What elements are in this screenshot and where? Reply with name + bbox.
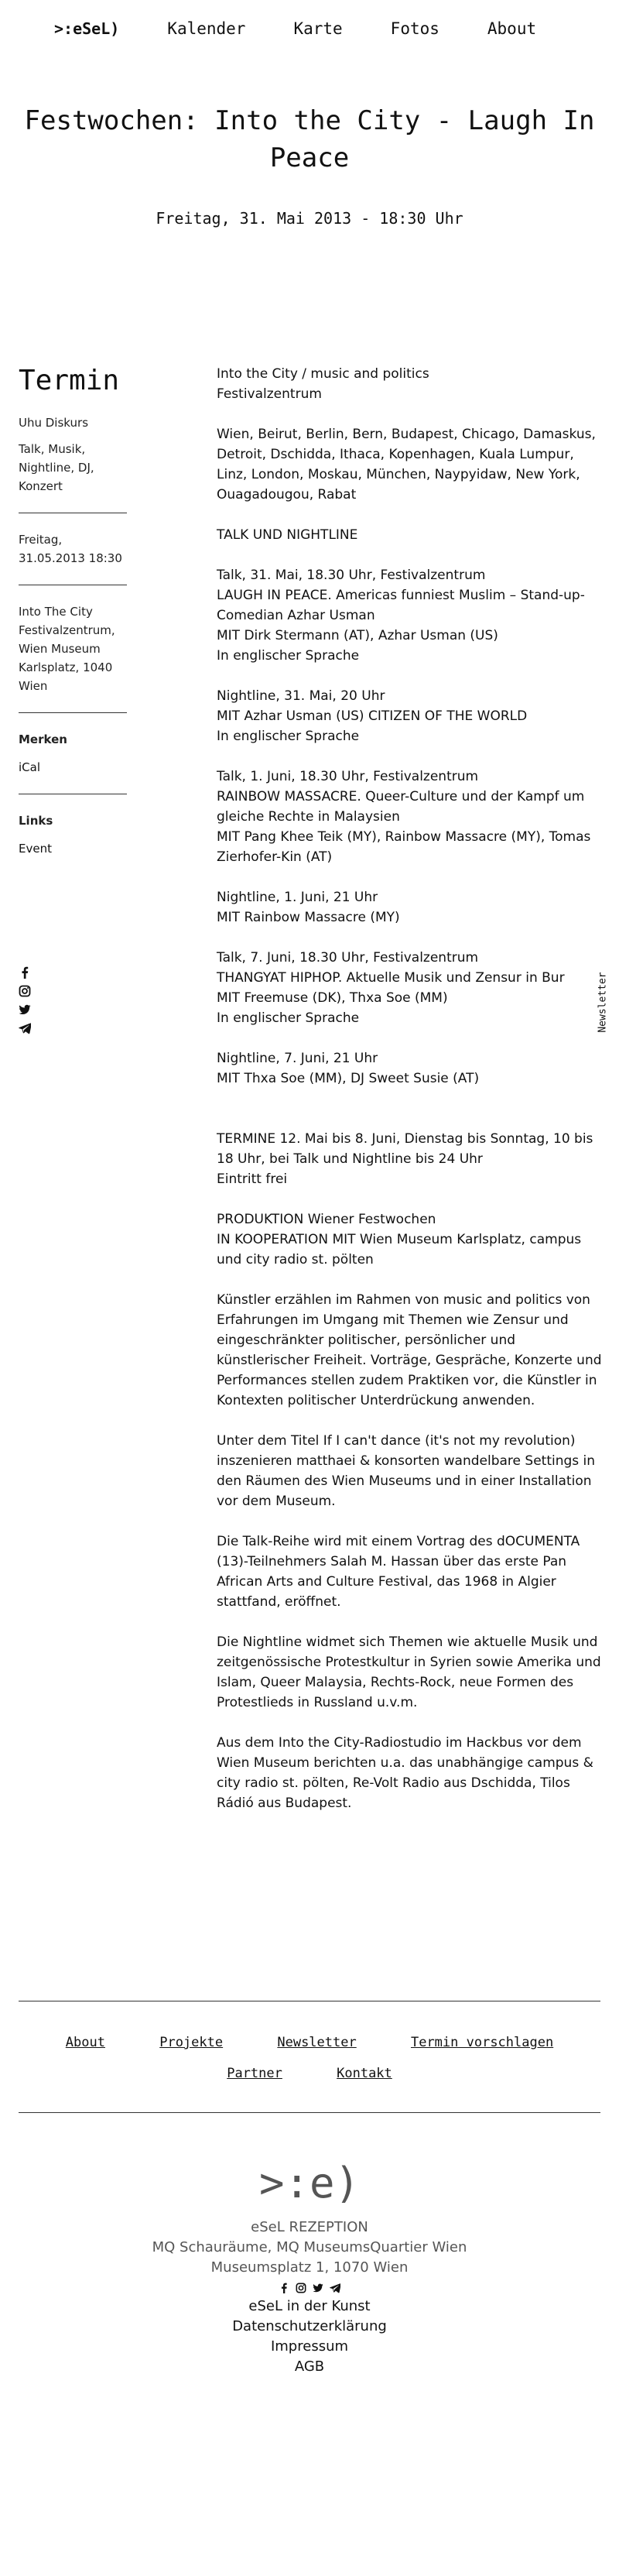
program-line: MIT Azhar Usman (US) CITIZEN OF THE WORLD — [217, 708, 528, 724]
footer-divider-bottom — [19, 2112, 600, 2113]
program-line: Talk, 7. Juni, 18.30 Uhr, Festivalzentrum — [217, 950, 479, 966]
program-line: RAINBOW MASSACRE. Queer-Culture und der Kampf um gleiche Rechte in Malaysien — [217, 789, 585, 825]
footer-social-links — [0, 2283, 619, 2293]
footer-logo: >:e) — [258, 2159, 361, 2207]
twitter-icon[interactable] — [19, 1003, 31, 1016]
nav-link-kalender[interactable]: Kalender — [167, 19, 246, 38]
event-title: Festwochen: Into the City - Laugh In Peace — [24, 105, 595, 173]
event-sidebar — [19, 364, 127, 858]
body-paragraph: Die Nightline widmet sich Themen wie aktuelle Musik und zeitgenössische Protestkultur in Syrien sowie Amerika und Islam, Queer Malaysia, Rechts-Rock, neue Formen des Protestlieds in Russland u.v.m. — [217, 1634, 601, 1710]
program-line: THANGYAT HIPHOP. Aktuelle Musik und Zensur in Bur — [217, 970, 565, 986]
program-line: MIT Freemuse (DK), Thxa Soe (MM) — [217, 990, 448, 1006]
social-links — [19, 966, 34, 1041]
sidebar-datetime: Freitag, 31.05.2013 18:30 — [19, 533, 122, 565]
program-line: Nightline, 1. Juni, 21 Uhr — [217, 890, 378, 905]
program-line: MIT Pang Khee Teik (MY), Rainbow Massacre (MY), Tomas Zierhofer-Kin (AT) — [217, 829, 591, 865]
program-item — [217, 887, 604, 928]
nav-link-about[interactable]: About — [487, 19, 537, 38]
program-line: LAUGH IN PEACE. Americas funniest Muslim – Stand-up-Comedian Azhar Usman — [217, 588, 585, 623]
footer-link-projekte[interactable]: Projekte — [159, 2035, 224, 2050]
nav-link-karte[interactable]: Karte — [293, 19, 343, 38]
footer-link-newsletter[interactable]: Newsletter — [277, 2035, 357, 2050]
facebook-icon[interactable] — [279, 2283, 289, 2293]
facebook-icon[interactable] — [19, 966, 31, 979]
instagram-icon[interactable] — [19, 985, 31, 997]
body-paragraph: Aus dem Into the City-Radiostudio im Hackbus vor dem Wien Museum berichten u.a. das unabhängige campus & city radio st. pölten, Re-Volt Radio aus Dschidda, Tilos Rádió aus Budapest. — [217, 1735, 593, 1811]
footer-link-about[interactable]: About — [65, 2035, 105, 2050]
program-item — [217, 767, 604, 867]
top-nav — [54, 17, 584, 40]
body-paragraph: Die Talk-Reihe wird mit einem Vortrag des dOCUMENTA (13)-Teilnehmers Salah M. Hassan über das erste Pan African Arts and Culture Festival, das 1968 in Algier stattfand, eröffnet. — [217, 1534, 580, 1610]
nav-link-fotos[interactable]: Fotos — [390, 19, 439, 38]
program-line: MIT Rainbow Massacre (MY) — [217, 910, 400, 925]
intro-line: Festivalzentrum — [217, 386, 322, 402]
merken-label: Merken — [19, 732, 67, 746]
telegram-icon[interactable] — [19, 1022, 31, 1034]
program-item — [217, 565, 604, 666]
program-line: In englischer Sprache — [217, 648, 360, 664]
event-date: Freitag, 31. Mai 2013 - 18:30 Uhr — [156, 209, 463, 228]
intro-paragraph — [217, 364, 604, 404]
footer-link-datenschutz[interactable]: Datenschutzerklärung — [232, 2318, 387, 2334]
footer-nav-row — [19, 2027, 600, 2058]
links-label: Links — [19, 814, 53, 828]
footer-link-esel-in-der-kunst[interactable]: eSeL in der Kunst — [248, 2298, 371, 2314]
footer-address-line: MQ Schauräume, MQ MuseumsQuartier Wien — [152, 2239, 467, 2255]
organizer: Uhu Diskurs — [19, 416, 89, 430]
newsletter-tab-label: Newsletter — [597, 972, 609, 1033]
termine-line: TERMINE 12. Mai bis 8. Juni, Dienstag bis Sonntag, 10 bis 18 Uhr, bei Talk und Nightline bis 24 Uhr — [217, 1131, 593, 1167]
intro-line: Into the City / music and politics — [217, 366, 429, 382]
program-line: Talk, 1. Juni, 18.30 Uhr, Festivalzentrum — [217, 769, 479, 784]
event-description — [217, 364, 604, 1833]
produktion-line: PRODUKTION Wiener Festwochen — [217, 1212, 436, 1227]
divider — [19, 712, 127, 713]
footer-link-impressum[interactable]: Impressum — [270, 2338, 349, 2355]
termine-paragraph — [217, 1129, 604, 1189]
telegram-icon[interactable] — [330, 2283, 340, 2293]
footer-link-termin-vorschlagen[interactable]: Termin vorschlagen — [410, 2035, 554, 2050]
program-line: In englischer Sprache — [217, 729, 360, 744]
event-link[interactable]: Event — [19, 842, 52, 856]
footer-address-line: Museumsplatz 1, 1070 Wien — [210, 2259, 409, 2276]
sidebar-heading: Termin — [19, 365, 120, 396]
site-footer — [0, 2160, 619, 2377]
footer-nav — [19, 2027, 600, 2089]
event-tags: Talk, Musik, Nightline, DJ, Konzert — [19, 442, 94, 493]
program-line: In englischer Sprache — [217, 1010, 360, 1026]
footer-org: eSeL REZEPTION — [251, 2219, 368, 2235]
produktion-paragraph — [217, 1209, 604, 1270]
program-item — [217, 686, 604, 746]
program-line: Nightline, 31. Mai, 20 Uhr — [217, 688, 385, 704]
instagram-icon[interactable] — [296, 2283, 306, 2293]
twitter-icon[interactable] — [313, 2283, 323, 2293]
event-location: Into The City Festivalzentrum, Wien Museum Karlsplatz, 1040 Wien — [19, 605, 115, 693]
body-paragraph: Unter dem Titel If I can't dance (it's not my revolution) inszenieren matthaei & konsorten wandelbare Settings in den Räumen des Wien Museums und in einer Installation vor dem Museum. — [217, 1433, 596, 1509]
program-line: MIT Dirk Stermann (AT), Azhar Usman (US) — [217, 628, 498, 643]
cities-paragraph: Wien, Beirut, Berlin, Bern, Budapest, Chicago, Damaskus, Detroit, Dschidda, Ithaca, Kopenhagen, Kuala Lumpur, Linz, London, Moskau, München, Naypyidaw, New York, Ouagadougou, Rabat — [217, 427, 596, 503]
footer-nav-row — [19, 2058, 600, 2089]
spacer — [217, 1109, 604, 1129]
produktion-line: IN KOOPERATION MIT Wien Museum Karlsplatz, campus und city radio st. pölten — [217, 1232, 582, 1267]
talk-heading: TALK UND NIGHTLINE — [217, 527, 358, 543]
program-line: Nightline, 7. Juni, 21 Uhr — [217, 1051, 378, 1066]
footer-link-partner[interactable]: Partner — [227, 2066, 282, 2081]
ical-link[interactable]: iCal — [19, 760, 41, 774]
footer-link-agb[interactable]: AGB — [294, 2358, 325, 2375]
brand-logo-link[interactable]: >:eSeL) — [54, 19, 120, 38]
program-line: MIT Thxa Soe (MM), DJ Sweet Susie (AT) — [217, 1071, 480, 1086]
program-line: Talk, 31. Mai, 18.30 Uhr, Festivalzentrum — [217, 568, 486, 583]
termine-line: Eintritt frei — [217, 1171, 288, 1187]
footer-link-kontakt[interactable]: Kontakt — [337, 2066, 392, 2081]
program-item — [217, 948, 604, 1028]
body-paragraph: Künstler erzählen im Rahmen von music and politics von Erfahrungen im Umgang mit Themen wie Zensur und eingeschränkter politischer, persönlicher und künstlerischer Freiheit. Vorträge, Gespräche, Konzerte und Performances stellen zudem Praktiken vor, die Künstler in Kontexten politischer Unterdrückung anwenden. — [217, 1292, 602, 1408]
program-item — [217, 1048, 604, 1089]
